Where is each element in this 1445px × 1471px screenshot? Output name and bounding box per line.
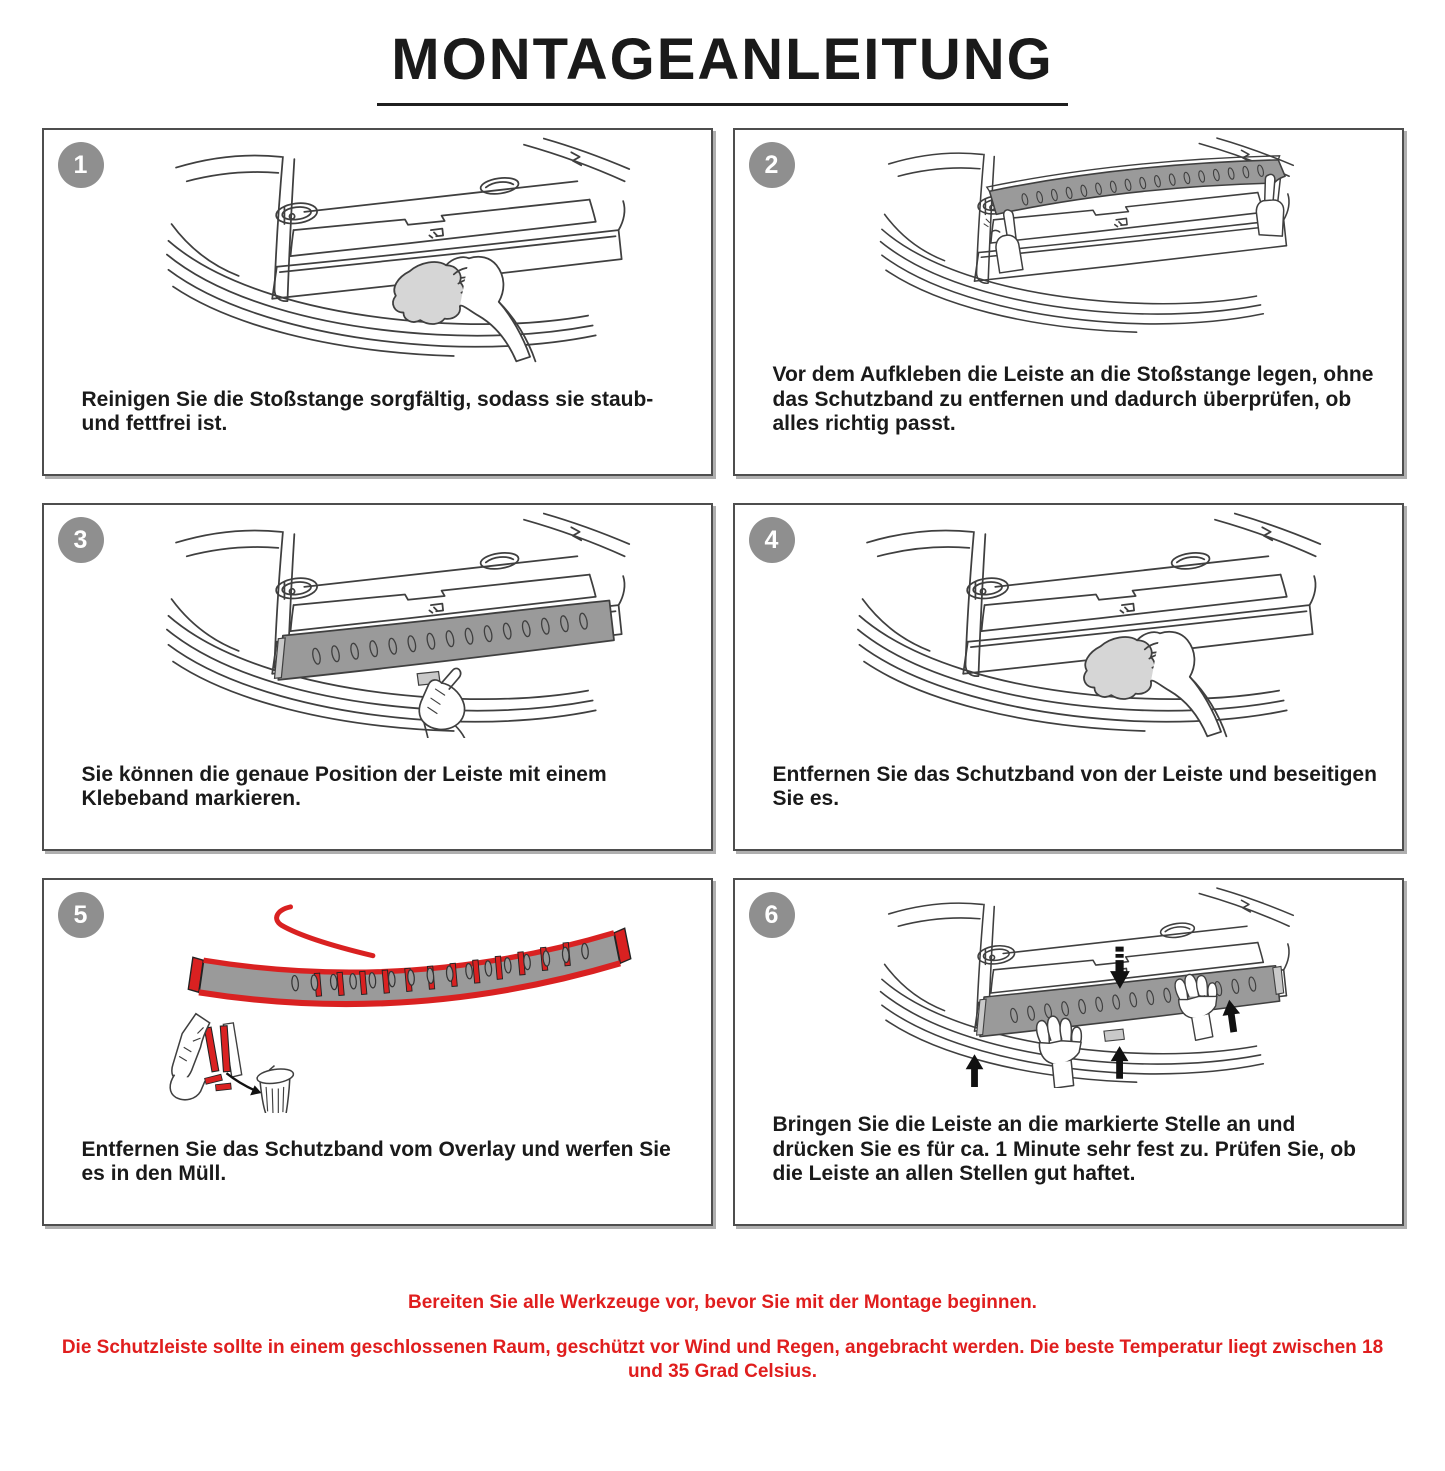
footer-note-tools: Bereiten Sie alle Werkzeuge vor, bevor Sie mit der Montage beginnen. — [408, 1292, 1037, 1313]
step-panel-4 — [733, 503, 1404, 851]
step6-illustration-press-strip — [743, 884, 1394, 1088]
trash-can-icon — [256, 1066, 294, 1113]
hand-discarding-tape — [170, 1014, 294, 1113]
step-caption: Vor dem Aufkleben die Leiste an die Stoßstange legen, ohne das Schutzband zu entfernen und dadurch überprüfen, ob alles richtig passt. — [772, 363, 1374, 436]
step-panel-6 — [733, 878, 1404, 1226]
steps-grid — [42, 128, 1404, 1226]
step-caption: Sie können die genaue Position der Leiste mit einem Klebeband markieren. — [81, 762, 607, 811]
step-caption: Entfernen Sie das Schutzband vom Overlay und werfen Sie es in den Müll. — [81, 1137, 671, 1186]
step-number-badge: 2 — [749, 142, 795, 188]
step5-illustration-overlay-trash — [52, 884, 703, 1113]
step4-illustration-remove-band — [743, 509, 1394, 738]
step-number-badge: 1 — [58, 142, 104, 188]
step-panel-1 — [42, 128, 713, 476]
step-panel-5 — [42, 878, 713, 1226]
step-panel-2 — [733, 128, 1404, 476]
step-number-badge: 5 — [58, 892, 104, 938]
page-header — [0, 26, 1445, 106]
overlay-strip — [188, 907, 630, 1004]
step-caption: Bringen Sie die Leiste an die markierte Stelle an und drücken Sie es für ca. 1 Minute sehr fest zu. Prüfen Sie, ob die Leiste an allen Stellen gut haftet. — [772, 1113, 1356, 1186]
step-number-badge: 6 — [749, 892, 795, 938]
step-panel-3 — [42, 503, 713, 851]
footer-note-conditions: Die Schutzleiste sollte in einem geschlossenen Raum, geschützt vor Wind und Regen, angebracht werden. Die beste Temperatur liegt zwischen 18 und 35 Grad Celsius. — [61, 1337, 1384, 1382]
step-caption: Entfernen Sie das Schutzband von der Leiste und beseitigen Sie es. — [772, 762, 1377, 811]
step1-illustration-car-wiping — [52, 134, 703, 363]
step2-illustration-strip-test-fit — [743, 134, 1394, 338]
page-title: MONTAGEANLEITUNG — [377, 26, 1067, 106]
step3-illustration-strip-marking — [52, 509, 703, 738]
step-caption: Reinigen Sie die Stoßstange sorgfältig, sodass sie staub- und fettfrei ist. — [81, 387, 654, 436]
step-number-badge: 3 — [58, 517, 104, 563]
footer-notes — [0, 1292, 1445, 1384]
step-number-badge: 4 — [749, 517, 795, 563]
